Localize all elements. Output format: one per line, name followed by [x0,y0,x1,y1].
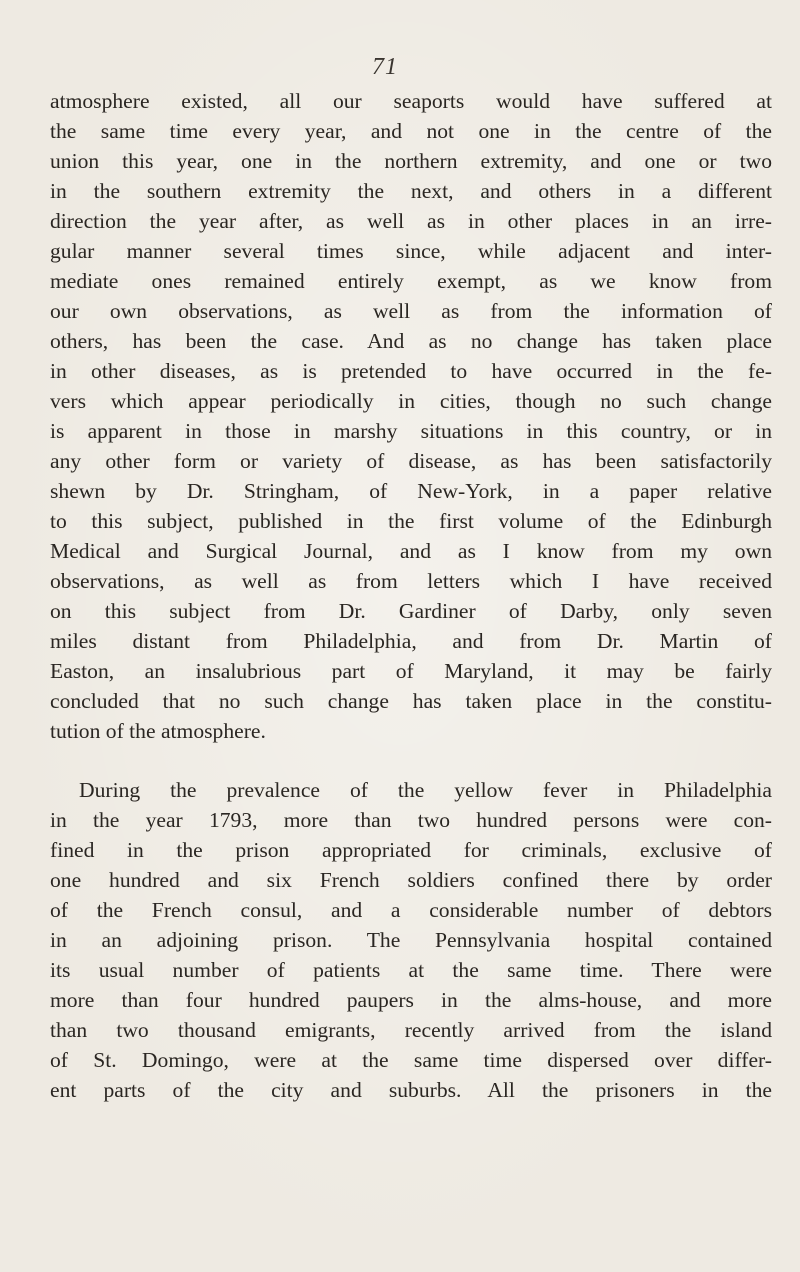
text-line: any other form or variety of disease, as has been satisfactorily [50,449,772,473]
text-line: of St. Domingo, were at the same time dispersed over differ- [50,1048,772,1072]
text-line: the same time every year, and not one in the centre of the [50,119,772,143]
text-line: its usual number of patients at the same time. There were [50,958,772,982]
text-line: more than four hundred paupers in the alms-house, and more [50,988,772,1012]
text-line: to this subject, published in the first volume of the Edinburgh [50,509,772,533]
text-line: is apparent in those in marshy situations in this country, or in [50,419,772,443]
text-line: union this year, one in the northern extremity, and one or two [50,149,772,173]
text-line: observations, as well as from letters which I have received [50,569,772,593]
text-line: than two thousand emigrants, recently arrived from the island [50,1018,772,1042]
body-text [50,86,772,1105]
text-line: fined in the prison appropriated for criminals, exclusive of [50,838,772,862]
text-line: in other diseases, as is pretended to have occurred in the fe- [50,359,772,383]
text-line: one hundred and six French soldiers confined there by order [50,868,772,892]
text-line: gular manner several times since, while adjacent and inter- [50,239,772,263]
text-line: atmosphere existed, all our seaports would have suffered at [50,89,772,113]
text-line: miles distant from Philadelphia, and from Dr. Martin of [50,629,772,653]
text-line: vers which appear periodically in cities, though no such change [50,389,772,413]
text-line: During the prevalence of the yellow fever in Philadelphia [79,778,772,802]
text-line: concluded that no such change has taken place in the constitu- [50,689,772,713]
text-line: mediate ones remained entirely exempt, as we know from [50,269,772,293]
paragraph [50,86,772,746]
text-line: our own observations, as well as from the information of [50,299,772,323]
page-number: 71 [372,54,398,80]
text-line: shewn by Dr. Stringham, of New-York, in a paper relative [50,479,772,503]
text-line: Medical and Surgical Journal, and as I know from my own [50,539,772,563]
text-line: in the year 1793, more than two hundred persons were con- [50,808,772,832]
text-line: on this subject from Dr. Gardiner of Darby, only seven [50,599,772,623]
paragraph [50,775,772,1105]
text-line: in the southern extremity the next, and others in a different [50,179,772,203]
text-line: tution of the atmosphere. [50,719,266,743]
text-line: direction the year after, as well as in other places in an irre- [50,209,772,233]
text-line: others, has been the case. And as no change has taken place [50,329,772,353]
text-line: Easton, an insalubrious part of Maryland, it may be fairly [50,659,772,683]
text-line: in an adjoining prison. The Pennsylvania hospital contained [50,928,772,952]
text-line: of the French consul, and a considerable number of debtors [50,898,772,922]
text-line: ent parts of the city and suburbs. All the prisoners in the [50,1078,772,1102]
